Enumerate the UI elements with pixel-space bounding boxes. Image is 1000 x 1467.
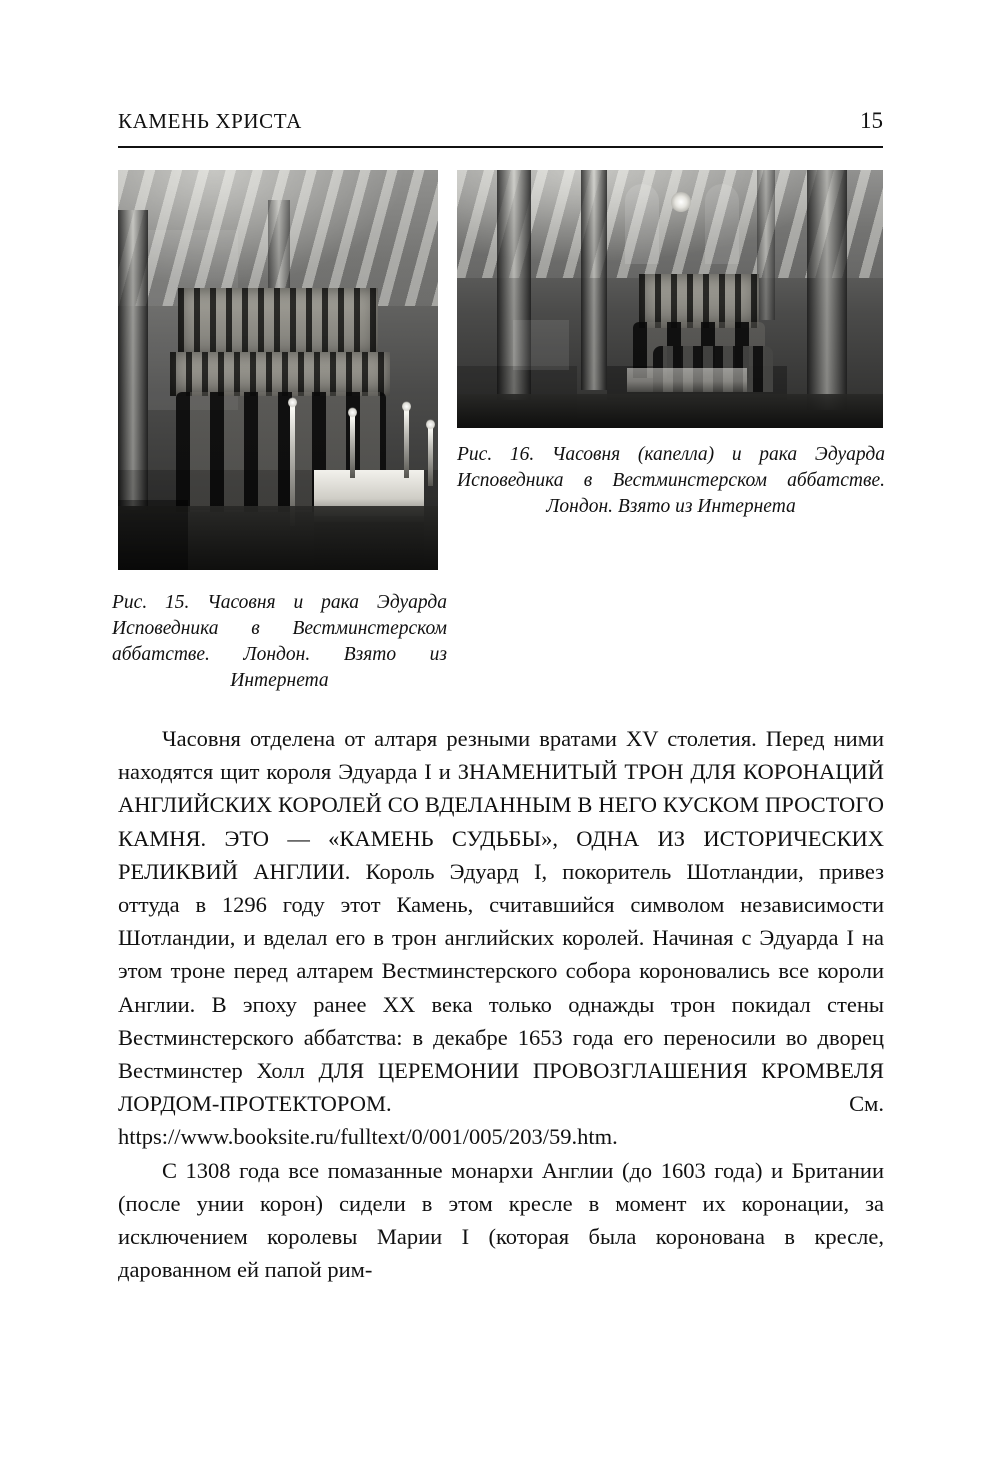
- page-number: 15: [860, 108, 883, 133]
- chapel-shrine-photo-right: [457, 170, 883, 428]
- header-divider: [118, 146, 883, 148]
- figure-15-caption: Рис. 15. Часовня и рака Эдуарда Исповедника в Вестминстерском аббатстве. Лондон. Взято из Интернета: [112, 592, 447, 691]
- chapel-shrine-photo-left: [118, 170, 438, 570]
- body-text: [118, 722, 884, 1286]
- running-head: [118, 108, 883, 134]
- figure-16-caption: Рис. 16. Часовня (капелла) и рака Эдуарда Исповедника в Вестминстерском аббатстве. Лондон. Взято из Интернета: [457, 444, 885, 517]
- figure-15-image: [118, 170, 438, 570]
- paragraph-1: Часовня отделена от алтаря резными вратами XV столетия. Перед ними находятся щит короля Эдуарда I и ЗНАМЕНИТЫЙ ТРОН ДЛЯ КОРОНАЦИЙ АНГЛИЙСКИХ КОРОЛЕЙ СО ВДЕЛАННЫМ В НЕГО КУСКОМ ПРОСТОГО КАМНЯ. ЭТО — «КАМЕНЬ СУДЬБЫ», ОДНА ИЗ ИСТОРИЧЕСКИХ РЕЛИКВИЙ АНГЛИИ. Король Эдуард I, покоритель Шотландии, привез оттуда в 1296 году этот Камень, считавшийся символом независимости Шотландии, и вделал его в трон английских королей. Начиная с Эдуарда I на этом троне перед алтарем Вестминстерского собора короновались все короли Англии. В эпоху ранее XX века только однажды трон покидал стены Вестминстерского аббатства: в декабре 1653 года его переносили во дворец Вестминстер Холл ДЛЯ ЦЕРЕМОНИИ ПРОВОЗГЛАШЕНИЯ КРОМВЕЛЯ ЛОРДОМ-ПРОТЕКТОРОМ. См. https://www.booksite.ru/fulltext/0/001/005/203/59.htm.: [118, 726, 884, 1150]
- figure-16-image: [457, 170, 883, 428]
- running-head-title: КАМЕНЬ ХРИСТА: [118, 109, 302, 133]
- paragraph-2: С 1308 года все помазанные монархи Англии (до 1603 года) и Британии (после унии корон) сидели в этом кресле в момент их коронации, за исключением королевы Марии I (которая была коронована в кресле, дарованном ей папой рим-: [118, 1157, 884, 1283]
